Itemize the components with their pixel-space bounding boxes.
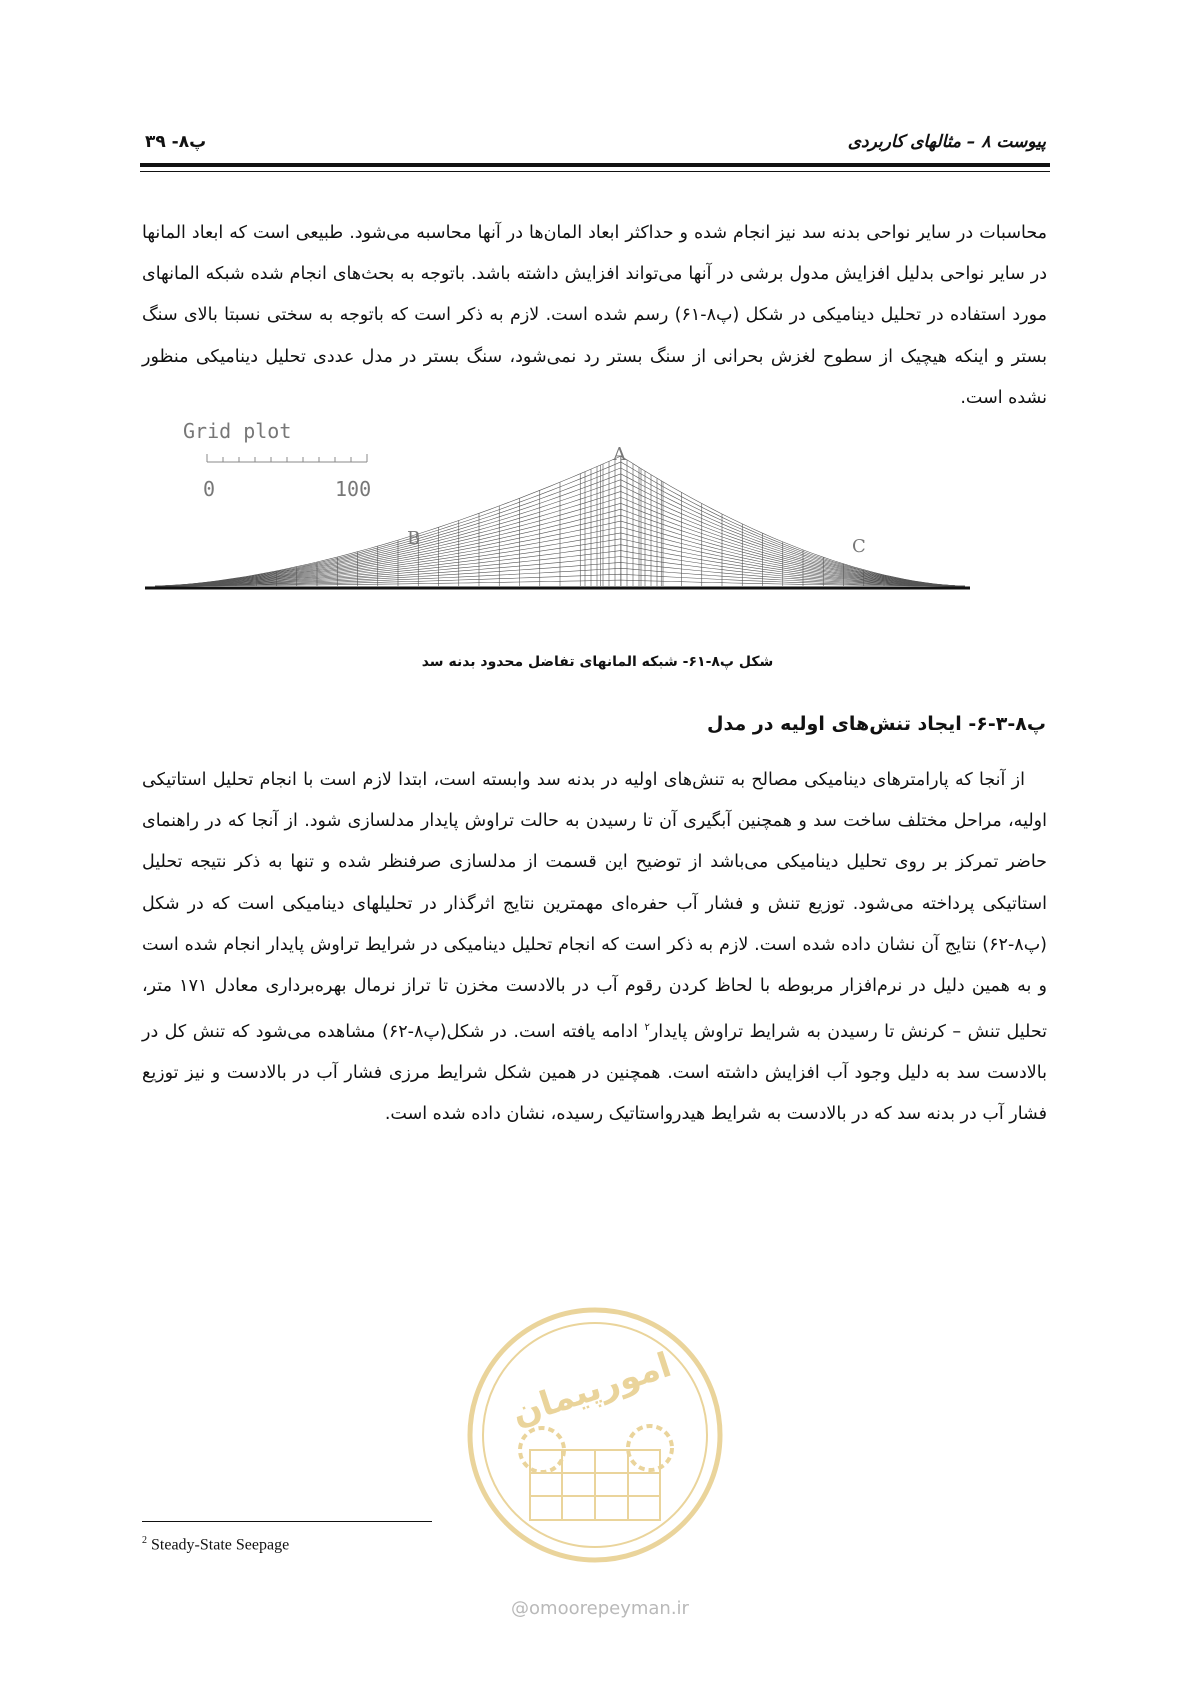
watermark-seal [460,1300,730,1570]
grid-plot-title: Grid plot [183,419,292,443]
scale-label-start: 0 [203,477,216,501]
body-paragraph-2 [142,760,1047,1136]
figure-caption: شکل پ۸-۶۱- شبکه المانهای تفاضل محدود بدنه سد [421,654,774,670]
footnote-number: 2 [142,1535,147,1546]
footnote [142,1535,289,1554]
paragraph-2-main: از آنجا که پارامترهای دینامیکی مصالح به تنش‌های اولیه در بدنه سد وابسته است، ابتدا لازم است با انجام تحلیل استاتیکی اولیه، مراحل مختلف ساخت سد و همچنین آبگیری آن تا رسیدن به حالت تراوش پایدار مدلسازی شود. از آنجا که در راهنمای حاضر تمرکز بر روی تحلیل دینامیکی می‌باشد از توضیح این قسمت از مدلسازی صرفنظر شده و تنها به ذکر نتیجه تحلیل استاتیکی پرداخته می‌شود. توزیع تنش و فشار آب حفره‌ای مهمترین نتایج اثرگذار در تحلیلهای دینامیکی است که در شکل (پ۸-۶۲) نتایج آن نشان داده شده است. لازم به ذکر است که انجام تحلیل دینامیکی در شرایط تراوش پایدار انجام شده است و به همین دلیل در نرم‌افزار مربوطه با لحاظ کردن رقوم آب در بالادست مخزن تا تراز نرمال بهره‌برداری معادل ۱۷۱ متر، تحلیل تنش – کرنش تا رسیدن به شرایط تراوش پایدار [142,770,1048,1043]
section-heading: پ۸-۳-۶- ایجاد تنش‌های اولیه در مدل [706,713,1046,735]
page-number: پ۸- ۳۹ [145,132,207,152]
point-label-b: B [407,528,421,549]
running-header-title: پیوست ۸ – مثالهای کاربردی [847,132,1046,152]
header-rule-thick [140,163,1050,167]
footnote-text: Steady-State Seepage [147,1536,290,1554]
point-label-c: C [852,536,866,557]
point-label-a: A [613,444,626,465]
body-paragraph-1: محاسبات در سایر نواحی بدنه سد نیز انجام شده و حداکثر ابعاد المان‌ها در آنها محاسبه می‌شود. طبیعی است که ابعاد المانها در سایر نواحی بدلیل افزایش مدول برشی در آنها می‌تواند افزایش داشته باشد. باتوجه به بحث‌های انجام شده شبکه المانهای مورد استفاده در تحلیل دینامیکی در شکل (پ۸-۶۱) رسم شده است. لازم به ذکر است که باتوجه به سختی نسبتا بالای سنگ بستر و اینکه هیچیک از سطوح لغزش بحرانی از سنگ بستر رد نمی‌شود، سنگ بستر در مدل عددی تحلیل دینامیکی منظور نشده است. [142,223,1047,408]
dam-grid-figure [145,419,1050,640]
gear-icon-right [628,1426,672,1470]
watermark-url: @omoorepeyman.ir [511,1598,689,1619]
footnote-reference: ۲ [644,1022,650,1034]
scale-label-end: 100 [335,477,372,501]
seal-grid-icon [530,1450,660,1520]
scale-bar [207,454,367,462]
paragraph-2-end: ادامه یافته است. در شکل(پ۸-۶۲) مشاهده می‌شود که تنش کل در بالادست سد به دلیل وجود آب افزایش داشته است. همچنین در همین شکل شرایط مرزی فشار آب در بالادست و نیز توزیع فشار آب در بدنه سد که در بالادست به شرایط هیدرواستاتیک رسیده، نشان داده شده است. [142,1022,1047,1125]
header-rule-thin [140,171,1050,172]
finite-difference-mesh [155,456,965,586]
footnote-rule [142,1521,432,1522]
watermark-logo-text: امورپیمان [507,1345,677,1435]
